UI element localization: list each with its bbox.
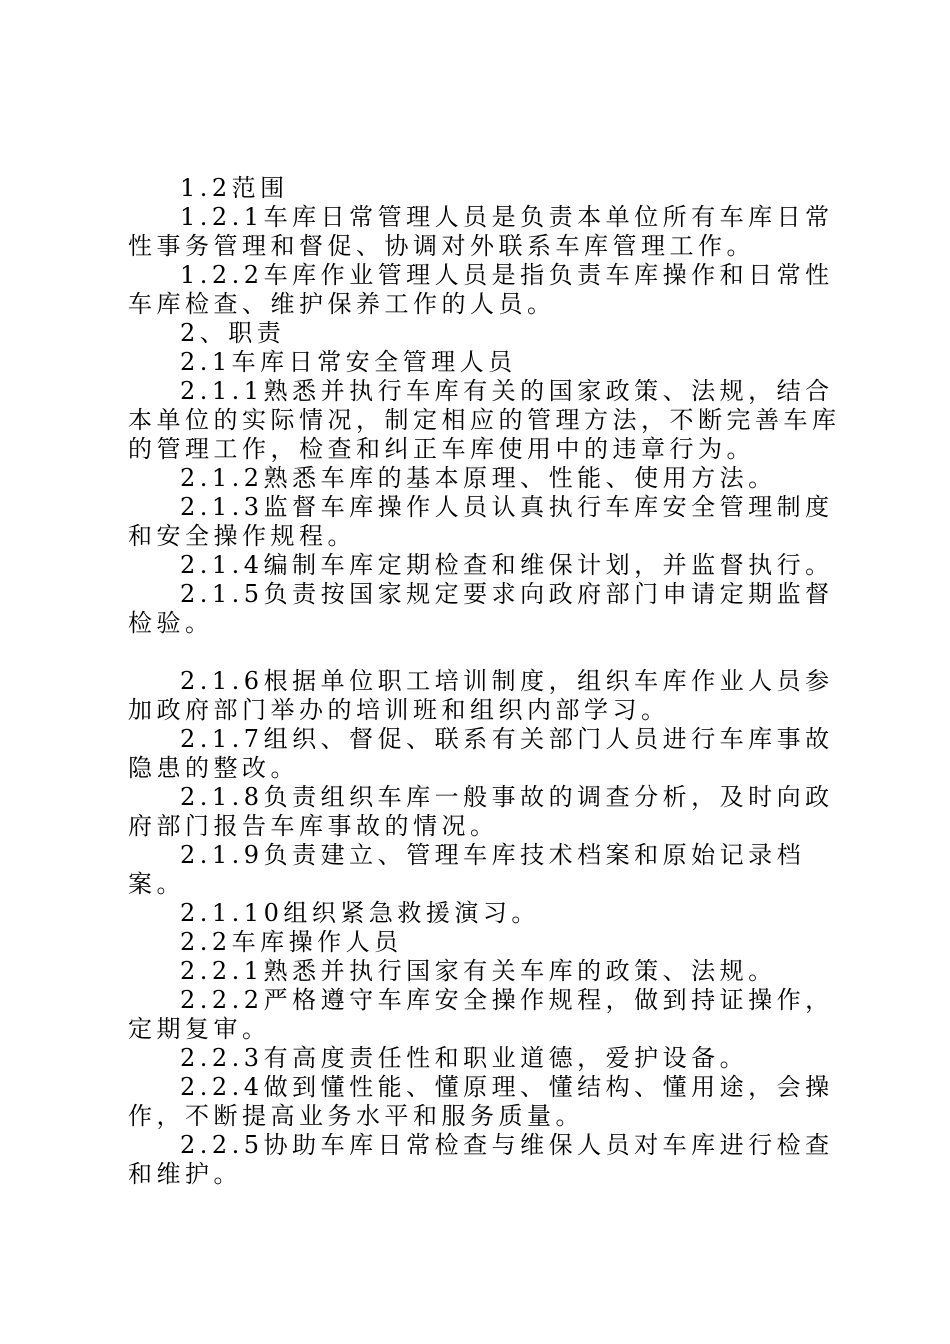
paragraph-1-2-1: 1.2.1车库日常管理人员是负责本单位所有车库日常性事务管理和督促、协调对外联系车库管理工作。 <box>128 203 834 260</box>
paragraph-2-1-5: 2.1.5负责按国家规定要求向政府部门申请定期监督检验。 <box>128 580 834 637</box>
paragraph-2-1-10: 2.1.10组织紧急救援演习。 <box>180 899 540 927</box>
paragraph-2-2-2: 2.2.2严格遵守车库安全操作规程，做到持证操作，定期复审。 <box>128 986 834 1043</box>
section-heading-1-2: 1.2范围 <box>180 174 289 202</box>
section-heading-2: 2、职责 <box>180 319 286 347</box>
paragraph-2-2-4: 2.2.4做到懂性能、懂原理、懂结构、懂用途，会操作，不断提高业务水平和服务质量。 <box>128 1073 834 1130</box>
paragraph-2-2-5: 2.2.5协助车库日常检查与维保人员对车库进行检查和维护。 <box>128 1131 834 1188</box>
paragraph-2-2-3: 2.2.3有高度责任性和职业道德，爱护设备。 <box>180 1044 749 1072</box>
paragraph-2-1-3: 2.1.3监督车库操作人员认真执行车库安全管理制度和安全操作规程。 <box>128 493 834 550</box>
paragraph-2-1-7: 2.1.7组织、督促、联系有关部门人员进行车库事故隐患的整改。 <box>128 725 834 782</box>
paragraph-1-2-2: 1.2.2车库作业管理人员是指负责车库操作和日常性车库检查、维护保养工作的人员。 <box>128 261 834 318</box>
section-heading-2-1: 2.1车库日常安全管理人员 <box>180 348 517 376</box>
paragraph-2-1-8: 2.1.8负责组织车库一般事故的调查分析，及时向政府部门报告车库事故的情况。 <box>128 783 834 840</box>
paragraph-2-1-6: 2.1.6根据单位职工培训制度，组织车库作业人员参加政府部门举办的培训班和组织内部学习。 <box>128 667 834 724</box>
paragraph-2-1-2: 2.1.2熟悉车库的基本原理、性能、使用方法。 <box>180 464 777 492</box>
paragraph-2-1-9: 2.1.9负责建立、管理车库技术档案和原始记录档案。 <box>128 841 806 898</box>
paragraph-2-1-1: 2.1.1熟悉并执行车库有关的国家政策、法规，结合本单位的实际情况，制定相应的管理方法，不断完善车库的管理工作，检查和纠正车库使用中的违章行为。 <box>128 377 841 463</box>
paragraph-2-2-1: 2.2.1熟悉并执行国家有关车库的政策、法规。 <box>180 957 777 985</box>
section-heading-2-2: 2.2车库操作人员 <box>180 928 403 956</box>
document-body <box>128 174 850 1189</box>
paragraph-2-1-4: 2.1.4编制车库定期检查和维保计划，并监督执行。 <box>180 551 834 579</box>
